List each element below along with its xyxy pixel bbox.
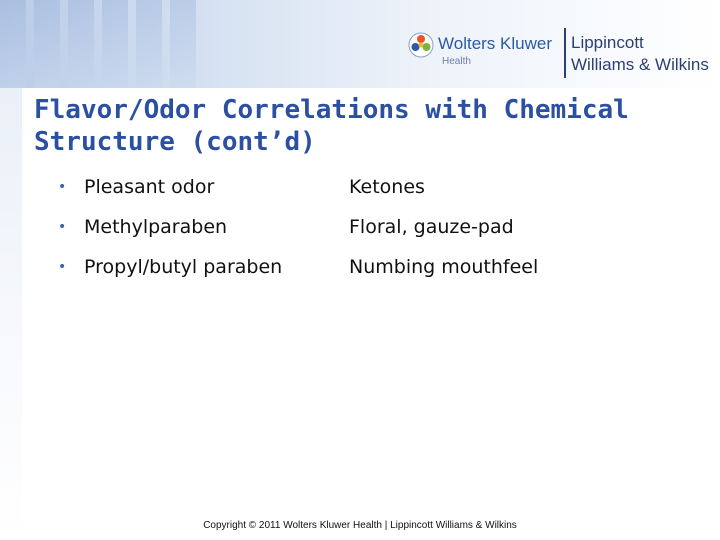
wk-emblem-icon [408,32,434,58]
header-decor-panel [68,0,94,88]
item-term: Propyl/butyl paraben [84,256,283,278]
logo-divider [564,28,566,78]
imprint-line-1: Lippincott [571,33,644,52]
left-decor-strip [0,88,22,540]
header-decor-panel [136,0,162,88]
item-term: Pleasant odor [84,176,215,198]
item-description: Floral, gauze-pad [349,216,514,238]
bullet-icon: • [58,179,67,195]
bullet-icon: • [58,219,67,235]
correlation-list [58,172,698,292]
list-item [58,172,698,212]
item-description: Numbing mouthfeel [349,256,539,278]
item-description: Ketones [349,176,425,198]
item-term: Methylparaben [84,216,228,238]
imprint-line-2: Williams & Wilkins [571,55,709,74]
publisher-name: Wolters Kluwer [438,34,552,53]
header-decor-panel [102,0,128,88]
publisher-logo [408,28,714,80]
slide-title: Flavor/Odor Correlations with Chemical Structure (cont’d) [34,95,629,157]
imprint-name [571,32,709,76]
header-decor-panel [34,0,60,88]
header-decor-panel [0,0,26,88]
copyright-footer: Copyright © 2011 Wolters Kluwer Health | Lippincott Williams & Wilkins [203,520,517,531]
header-decor-panel [170,0,196,88]
list-item [58,252,698,292]
list-item [58,212,698,252]
publisher-subtitle: Health [442,56,471,67]
bullet-icon: • [58,259,67,275]
